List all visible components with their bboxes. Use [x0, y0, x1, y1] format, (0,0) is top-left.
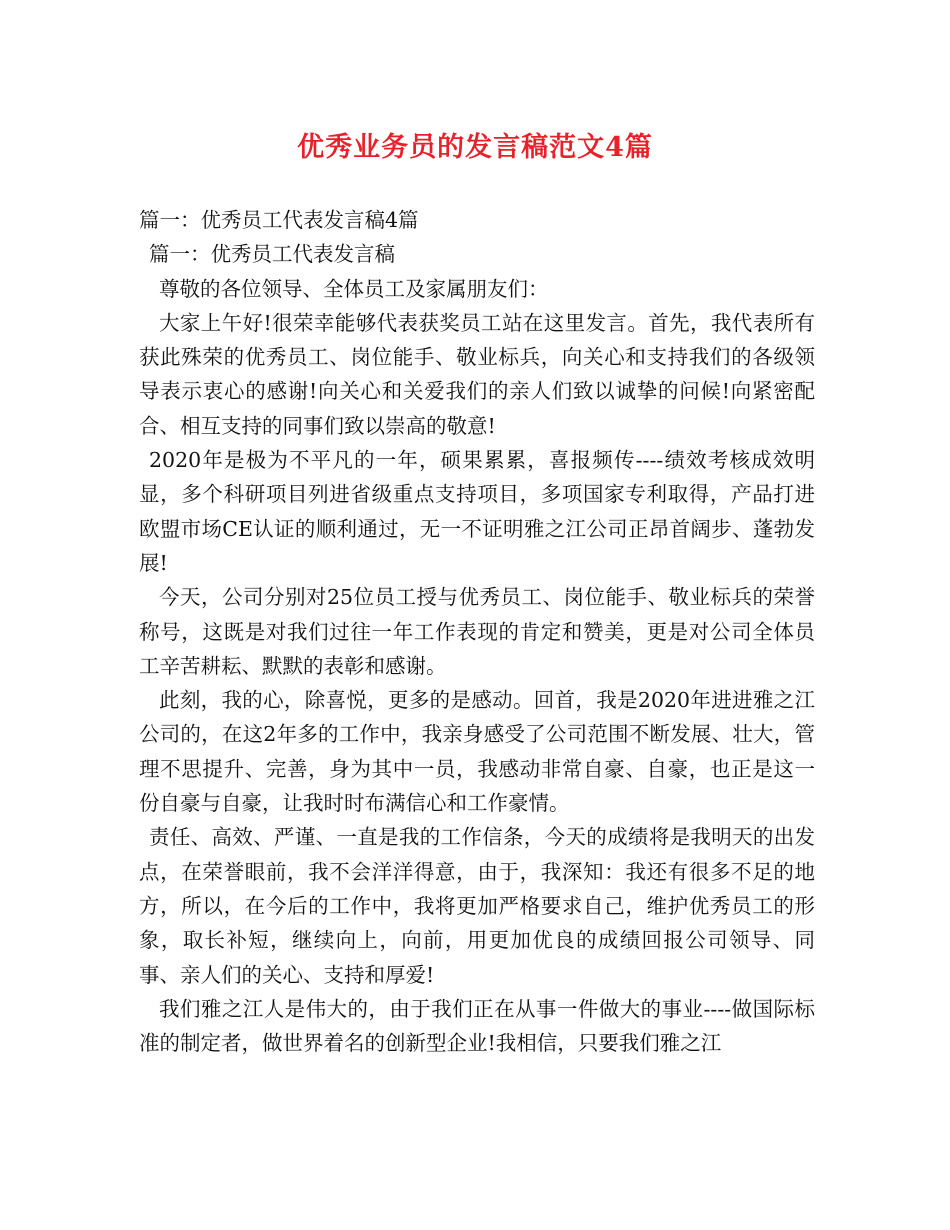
- paragraph: 我们雅之江人是伟大的，由于我们正在从事一件做大的事业----做国际标准的制定者，做世界着名的创新型企业!我相信，只要我们雅之江: [139, 996, 815, 1056]
- document-body: [139, 203, 815, 1060]
- document-title: 优秀业务员的发言稿范文4篇: [297, 132, 653, 163]
- paragraph: 大家上午好!很荣幸能够代表获奖员工站在这里发言。首先，我代表所有获此殊荣的优秀员工、岗位能手、敬业标兵，向关心和支持我们的各级领导表示衷心的感谢!向关心和关爱我们的亲人们致以诚挚的问候!向紧密配合、相互支持的同事们致以崇高的敬意!: [139, 310, 815, 438]
- paragraph: 2020年是极为不平凡的一年，硕果累累，喜报频传----绩效考核成效明显，多个科研项目列进省级重点支持项目，多项国家专利取得，产品打进欧盟市场CE认证的顺利通过，无一不证明雅之江公司正昂首阔步、蓬勃发展!: [139, 448, 815, 575]
- sub-heading: 篇一：优秀员工代表发言稿: [149, 242, 395, 267]
- paragraph: 此刻，我的心，除喜悦，更多的是感动。回首，我是2020年进进雅之江公司的，在这2年多的工作中，我亲身感受了公司范围不断发展、壮大，管理不思提升、完善，身为其中一员，我感动非常自豪、自豪，也正是这一份自豪与自豪，让我时时布满信心和工作豪情。: [139, 688, 815, 816]
- paragraph: 责任、高效、严谨、一直是我的工作信条，今天的成绩将是我明天的出发点，在荣誉眼前，我不会洋洋得意，由于，我深知：我还有很多不足的地方，所以，在今后的工作中，我将更加严格要求自己，维护优秀员工的形象，取长补短，继续向上，向前，用更加优良的成绩回报公司领导、同事、亲人们的关心、支持和厚爱!: [139, 825, 815, 987]
- salutation: 尊敬的各位领导、全体员工及家属朋友们：: [159, 276, 549, 301]
- paragraph: 今天，公司分别对25位员工授与优秀员工、岗位能手、敬业标兵的荣誉称号，这既是对我们过往一年工作表现的肯定和赞美，更是对公司全体员工辛苦耕耘、默默的表彰和感谢。: [139, 585, 815, 678]
- section-heading: 篇一：优秀员工代表发言稿4篇: [139, 208, 419, 232]
